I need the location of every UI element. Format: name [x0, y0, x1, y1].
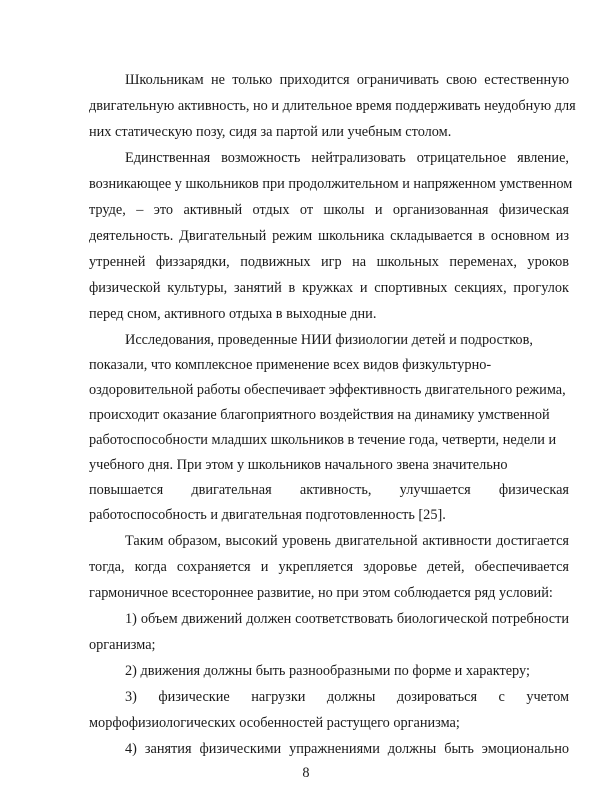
paragraph-2-line-4: деятельность. Двигательный режим школьника складывается в основном из — [89, 228, 569, 244]
paragraph-3-line-7: повышается двигательная активность, улучшается физическая — [89, 482, 569, 498]
paragraph-3-line-4: происходит оказание благоприятного воздействия на динамику умственной — [89, 407, 550, 423]
list-item-3-line-2: морфофизиологических особенностей растущего организма; — [89, 715, 460, 731]
paragraph-2-line-7: перед сном, активного отдыха в выходные дни. — [89, 306, 377, 322]
paragraph-4-line-2: тогда, когда сохраняется и укрепляется здоровье детей, обеспечивается — [89, 559, 569, 575]
paragraph-2-line-3: труде, – это активный отдых от школы и организованная физическая — [89, 202, 569, 218]
paragraph-2-line-1: Единственная возможность нейтрализовать отрицательное явление, — [125, 150, 569, 166]
paragraph-3-line-2: показали, что комплексное применение всех видов физкультурно- — [89, 357, 492, 373]
paragraph-4-line-1: Таким образом, высокий уровень двигательной активности достигается — [125, 533, 569, 549]
paragraph-2-line-2: возникающее у школьников при продолжительном и напряженном умственном — [89, 176, 573, 192]
list-item-4-line-1: 4) занятия физическими упражнениями должны быть эмоционально — [125, 741, 569, 757]
paragraph-1-line-3: них статическую позу, сидя за партой или учебным столом. — [89, 124, 452, 140]
list-item-3-line-1: 3) физические нагрузки должны дозироваться с учетом — [125, 689, 569, 705]
paragraph-3-line-3: оздоровительной работы обеспечивает эффективность двигательного режима, — [89, 382, 566, 398]
paragraph-1-line-1: Школьникам не только приходится ограничивать свою естественную — [125, 72, 569, 88]
paragraph-3-line-6: учебного дня. При этом у школьников начального звена значительно — [89, 457, 508, 473]
paragraph-1-line-2: двигательную активность, но и длительное время поддерживать неудобную для — [89, 98, 576, 114]
paragraph-2-line-5: утренней физзарядки, подвижных игр на школьных переменах, уроков — [89, 254, 569, 270]
list-item-1-line-1: 1) объем движений должен соответствовать биологической потребности — [125, 611, 569, 627]
paragraph-3-line-8: работоспособность и двигательная подготовленность [25]. — [89, 507, 446, 523]
list-item-2: 2) движения должны быть разнообразными по форме и характеру; — [125, 663, 530, 679]
paragraph-4-line-3: гармоничное всестороннее развитие, но при этом соблюдается ряд условий: — [89, 585, 553, 601]
paragraph-2-line-6: физической культуры, занятий в кружках и спортивных секциях, прогулок — [89, 280, 569, 296]
list-item-1-line-2: организма; — [89, 637, 156, 653]
page-number: 8 — [302, 765, 310, 781]
paragraph-3-line-5: работоспособности младших школьников в течение года, четверти, недели и — [89, 432, 557, 448]
paragraph-3-line-1: Исследования, проведенные НИИ физиологии детей и подростков, — [125, 332, 533, 348]
